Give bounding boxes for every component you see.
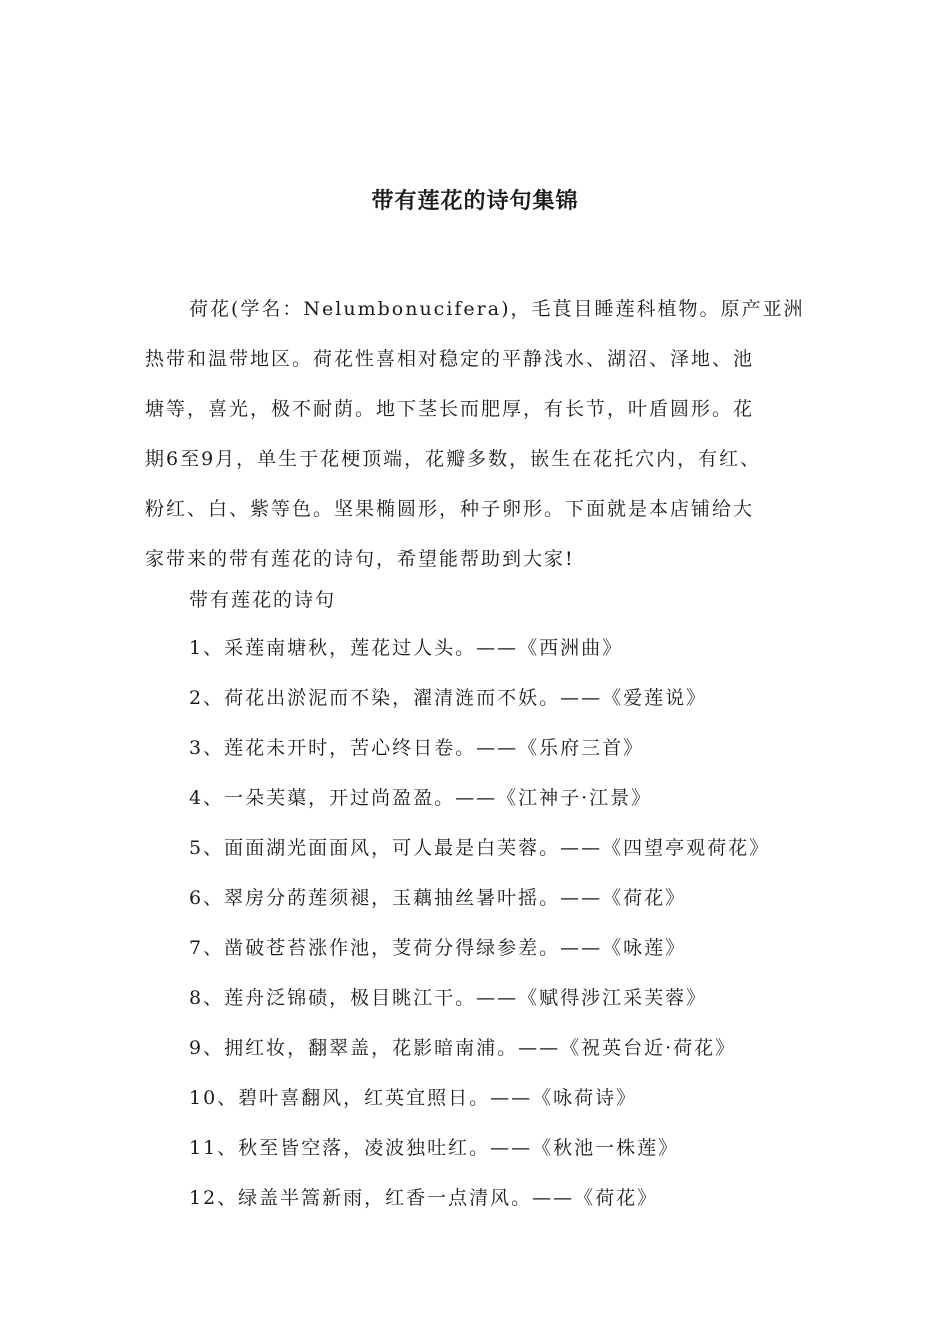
poem-line: 6、翠房分菂莲须褪，玉藕抽丝暑叶摇。——《荷花》 [189,887,687,909]
section-heading: 带有莲花的诗句 [189,589,337,611]
poem-line: 8、莲舟泛锦碛，极目眺江干。——《赋得涉江采芙蓉》 [189,987,708,1009]
poem-line: 9、拥红妆，翻翠盖，花影暗南浦。——《祝英台近·荷花》 [189,1037,737,1059]
poem-line: 4、一朵芙蕖，开过尚盈盈。——《江神子·江景》 [189,787,653,809]
intro-line: 热带和温带地区。荷花性喜相对稳定的平静浅水、湖沼、泽地、池 [145,348,755,370]
intro-line: 粉红、白、紫等色。坚果椭圆形，种子卵形。下面就是本店铺给大 [145,498,755,520]
poem-line: 11、秋至皆空落，凌波独吐红。——《秋池一株莲》 [189,1137,680,1159]
intro-paragraph [145,284,835,584]
poem-line: 10、碧叶喜翻风，红英宜照日。——《咏荷诗》 [189,1087,638,1109]
intro-line: 荷花(学名：Nelumbonucifera)，毛茛目睡莲科植物。原产亚洲 [189,298,805,320]
poem-line: 2、荷花出淤泥而不染，濯清涟而不妖。——《爱莲说》 [189,687,708,709]
poem-line: 7、凿破苍苔涨作池，芰荷分得绿参差。——《咏莲》 [189,937,687,959]
poem-line: 1、采莲南塘秋，莲花过人头。——《西洲曲》 [189,637,624,659]
intro-line: 家带来的带有莲花的诗句，希望能帮助到大家! [145,548,575,570]
poem-line: 3、莲花未开时，苦心终日卷。——《乐府三首》 [189,737,645,759]
intro-line: 塘等，喜光，极不耐荫。地下茎长而肥厚，有长节，叶盾圆形。花 [145,398,755,420]
intro-line: 期6至9月，单生于花梗顶端，花瓣多数，嵌生在花托穴内，有红、 [145,448,762,470]
poem-list [189,632,770,1232]
document-title: 带有莲花的诗句集锦 [371,188,579,214]
poem-line: 12、绿盖半篙新雨，红香一点清风。——《荷花》 [189,1187,659,1209]
poem-line: 5、面面湖光面面风，可人最是白芙蓉。——《四望亭观荷花》 [189,837,771,859]
